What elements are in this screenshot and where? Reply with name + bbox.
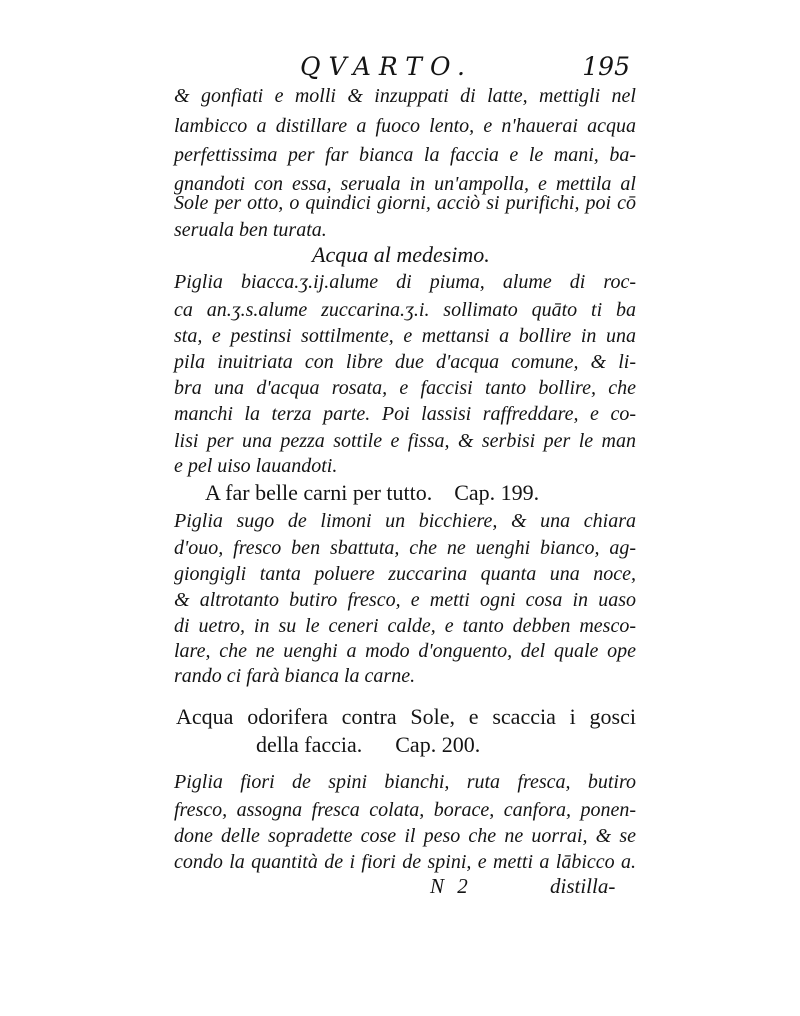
chapter-heading: Acqua odorifera contra Sole, e scaccia i gosci bbox=[176, 704, 636, 729]
text-line: fresco, assogna fresca colata, borace, canfora, ponen- bbox=[174, 799, 636, 821]
running-head bbox=[300, 52, 630, 86]
catchword: distilla- bbox=[550, 874, 616, 898]
text-line: seruala ben turata. bbox=[174, 219, 327, 241]
text-line: Piglia fiori de spini bianchi, ruta fresca, butiro bbox=[174, 771, 636, 793]
text-line: condo la quantità de i fiori de spini, e metti a lābicco a. bbox=[174, 851, 636, 873]
text-line: pila inuitriata con libre due d'acqua comune, & li- bbox=[174, 351, 636, 373]
text-line: Piglia biacca.ʒ.ij.alume di piuma, alume di roc- bbox=[174, 271, 636, 293]
text-line: bra una d'acqua rosata, e faccisi tanto bollire, che bbox=[174, 377, 636, 399]
chapter-heading: della faccia. Cap. 200. bbox=[256, 732, 481, 757]
text-line: sta, e pestinsi sottilmente, e mettansi a bollire in una bbox=[174, 325, 636, 347]
text-line: & gonfiati e molli & inzuppati di latte, mettigli nel bbox=[174, 85, 636, 107]
text-line: lare, che ne uenghi a modo d'onguento, del quale ope bbox=[174, 640, 636, 662]
text-line: Sole per otto, o quindici giorni, acciò si purifichi, poi cō bbox=[174, 192, 636, 214]
text-line: lambicco a distillare a fuoco lento, e n'hauerai acqua bbox=[174, 115, 636, 137]
text-line: done delle sopradette cose il peso che ne uorrai, & se bbox=[174, 825, 636, 847]
text-line: giongigli tanta poluere zuccarina quanta una noce, bbox=[174, 563, 636, 585]
text-line: & altrotanto butiro fresco, e metti ogni cosa in uaso bbox=[174, 589, 636, 611]
chapter-heading: A far belle carni per tutto. Cap. 199. bbox=[205, 480, 540, 505]
text-line: ca an.ʒ.s.alume zuccarina.ʒ.i. sollimato quāto ti ba bbox=[174, 299, 636, 321]
text-line: e pel uiso lauandoti. bbox=[174, 455, 338, 477]
text-line: perfettissima per far bianca la faccia e le mani, ba- bbox=[174, 144, 636, 166]
signature-mark: N 2 bbox=[430, 874, 472, 898]
section-heading: Acqua al medesimo. bbox=[312, 242, 490, 267]
text-line: d'ouo, fresco ben sbattuta, che ne uenghi bianco, ag- bbox=[174, 537, 636, 559]
text-line: di uetro, in su le ceneri calde, e tanto debben mesco- bbox=[174, 615, 636, 637]
running-title: QVARTO. bbox=[300, 52, 473, 81]
text-line: rando ci farà bianca la carne. bbox=[174, 665, 416, 687]
page-number: 195 bbox=[582, 52, 630, 81]
text-line: lisi per una pezza sottile e fissa, & serbisi per le man bbox=[174, 430, 636, 452]
text-line: Piglia sugo de limoni un bicchiere, & una chiara bbox=[174, 510, 636, 532]
text-line: gnandoti con essa, seruala in un'ampolla, e mettila al bbox=[174, 173, 636, 195]
text-line: manchi la terza parte. Poi lassisi raffreddare, e co- bbox=[174, 403, 636, 425]
